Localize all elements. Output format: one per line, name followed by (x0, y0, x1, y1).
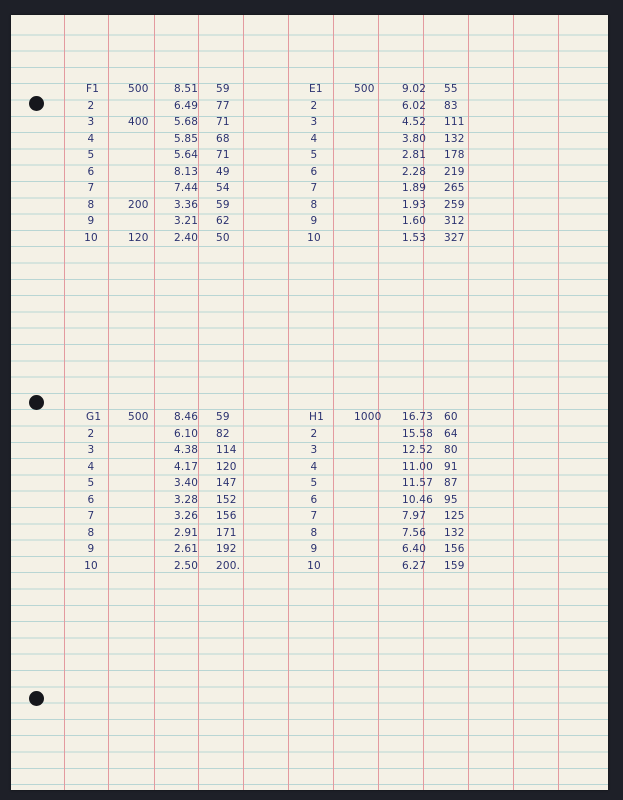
block-h-row-5-run: 5 (310, 477, 318, 489)
column-rule-9 (423, 15, 424, 790)
block-h-row-8-run: 8 (310, 526, 318, 539)
block-g-row-4-reading: 4.17 (174, 460, 199, 473)
block-h-row-5-result: 87 (444, 477, 458, 489)
block-h-row-1-reading: 16.73 (402, 411, 434, 423)
block-f-row-6-reading: 8.13 (174, 165, 199, 178)
block-g-row-3-run: 3 (87, 444, 95, 456)
column-rule-3 (154, 15, 155, 790)
block-f-row-9-result: 62 (216, 215, 230, 227)
block-f-row-6-result: 49 (216, 165, 230, 178)
block-f-row-2-reading: 6.49 (174, 99, 199, 112)
column-rule-5 (243, 15, 244, 790)
block-f-row-10-run: 10 (84, 231, 98, 244)
block-h-row-3-reading: 12.52 (402, 444, 434, 456)
block-g-row-1-result: 59 (216, 411, 230, 423)
block-e-row-6-result: 219 (444, 165, 465, 178)
block-f-row-1-reading: 8.51 (174, 83, 199, 95)
block-h-row-3-run: 3 (310, 444, 318, 456)
block-h-row-10-result: 159 (444, 559, 465, 572)
block-h-row-4-run: 4 (310, 460, 318, 473)
block-e-row-8-run: 8 (310, 198, 318, 211)
block-g-row-9-reading: 2.61 (174, 543, 199, 555)
block-g-row-2-reading: 6.10 (174, 427, 199, 440)
block-e-row-3-result: 111 (444, 116, 465, 128)
block-e-row-9-reading: 1.60 (402, 215, 427, 227)
block-g-row-2-run: 2 (87, 427, 95, 440)
column-rule-7 (333, 15, 334, 790)
block-e-row-8-reading: 1.93 (402, 198, 427, 211)
block-f-row-10-reading: 2.40 (174, 231, 199, 244)
block-f-row-7-run: 7 (87, 182, 95, 194)
block-f-row-3-run: 3 (87, 116, 95, 128)
column-rule-8 (378, 15, 379, 790)
block-e-row-10-reading: 1.53 (402, 231, 427, 244)
column-rule-10 (468, 15, 469, 790)
block-f-row-9-run: 9 (87, 215, 95, 227)
block-e-row-4-result: 132 (444, 132, 465, 145)
column-rule-2 (108, 15, 109, 790)
block-f-row-8-reading: 3.36 (174, 198, 199, 211)
block-g-row-4-run: 4 (87, 460, 95, 473)
block-f-row-3-result: 71 (216, 116, 230, 128)
block-h-row-2-result: 64 (444, 427, 458, 440)
block-f-row-4-run: 4 (87, 132, 95, 145)
block-e-row-9-result: 312 (444, 215, 465, 227)
block-h-row-8-reading: 7.56 (402, 526, 427, 539)
block-g-row-8-reading: 2.91 (174, 526, 199, 539)
block-f-row-1-result: 59 (216, 83, 230, 95)
block-f-row-10-result: 50 (216, 231, 230, 244)
block-e-row-1-result: 55 (444, 83, 458, 95)
block-f-row-1-run: F1 (86, 83, 100, 95)
block-h-row-5-reading: 11.57 (402, 477, 434, 489)
block-e-row-1-reading: 9.02 (402, 83, 427, 95)
block-h-row-8-result: 132 (444, 526, 465, 539)
block-e-row-10-result: 327 (444, 231, 465, 244)
column-rule-12 (558, 15, 559, 790)
block-g-row-10-result: 200. (216, 559, 241, 572)
block-e-row-2-run: 2 (310, 99, 318, 112)
block-g-row-3-result: 114 (216, 444, 237, 456)
block-g-row-3-reading: 4.38 (174, 444, 199, 456)
block-h-row-1-result: 60 (444, 411, 458, 423)
block-h-row-6-run: 6 (310, 493, 318, 506)
block-f-row-5-result: 71 (216, 149, 230, 161)
block-f-row-9-reading: 3.21 (174, 215, 199, 227)
block-e-row-7-result: 265 (444, 182, 465, 194)
block-h-row-6-reading: 10.46 (402, 493, 434, 506)
block-e-row-10-run: 10 (307, 231, 321, 244)
block-f-row-8-run: 8 (87, 198, 95, 211)
block-f-row-4-reading: 5.85 (174, 132, 199, 145)
block-e-row-3-run: 3 (310, 116, 318, 128)
block-g-row-10-reading: 2.50 (174, 559, 199, 572)
block-g-row-10-run: 10 (84, 559, 98, 572)
block-g-row-7-result: 156 (216, 510, 237, 522)
block-f-row-2-run: 2 (87, 99, 95, 112)
block-g-row-1-load: 500 (128, 411, 149, 423)
block-h-row-9-run: 9 (310, 543, 318, 555)
block-g-row-2-result: 82 (216, 427, 230, 440)
block-h-row-2-run: 2 (310, 427, 318, 440)
block-h-row-10-reading: 6.27 (402, 559, 427, 572)
block-g-row-5-reading: 3.40 (174, 477, 199, 489)
block-f-row-10-load: 120 (128, 231, 149, 244)
block-e-row-4-reading: 3.80 (402, 132, 427, 145)
block-f-row-3-load: 400 (128, 116, 149, 128)
column-rule-1 (64, 15, 65, 790)
column-rule-4 (198, 15, 199, 790)
binder-hole-top (29, 96, 44, 111)
block-f-row-1-load: 500 (128, 83, 149, 95)
block-g-row-6-reading: 3.28 (174, 493, 199, 506)
block-f-row-7-reading: 7.44 (174, 182, 199, 194)
block-e-row-2-result: 83 (444, 99, 458, 112)
block-f-row-4-result: 68 (216, 132, 230, 145)
block-h-row-3-result: 80 (444, 444, 458, 456)
block-e-row-5-reading: 2.81 (402, 149, 427, 161)
block-e-row-9-run: 9 (310, 215, 318, 227)
column-rule-6 (288, 15, 289, 790)
block-f-row-3-reading: 5.68 (174, 116, 199, 128)
ledger-sheet (11, 15, 608, 790)
block-g-row-5-run: 5 (87, 477, 95, 489)
block-g-row-8-run: 8 (87, 526, 95, 539)
block-f-row-5-reading: 5.64 (174, 149, 199, 161)
block-e-row-5-result: 178 (444, 149, 465, 161)
block-g-row-7-reading: 3.26 (174, 510, 199, 522)
block-e-row-1-run: E1 (309, 83, 323, 95)
block-h-row-7-run: 7 (310, 510, 318, 522)
block-h-row-4-result: 91 (444, 460, 458, 473)
block-g-row-6-run: 6 (87, 493, 95, 506)
binder-hole-bottom (29, 691, 44, 706)
block-f-row-8-load: 200 (128, 198, 149, 211)
block-h-row-1-load: 1000 (354, 411, 382, 423)
block-f-row-6-run: 6 (87, 165, 95, 178)
block-e-row-8-result: 259 (444, 198, 465, 211)
block-h-row-9-result: 156 (444, 543, 465, 555)
block-f-row-2-result: 77 (216, 99, 230, 112)
block-h-row-7-reading: 7.97 (402, 510, 427, 522)
block-f-row-7-result: 54 (216, 182, 230, 194)
block-e-row-1-load: 500 (354, 83, 375, 95)
block-g-row-1-run: G1 (86, 411, 102, 423)
block-g-row-5-result: 147 (216, 477, 237, 489)
block-g-row-4-result: 120 (216, 460, 237, 473)
block-g-row-6-result: 152 (216, 493, 237, 506)
block-h-row-9-reading: 6.40 (402, 543, 427, 555)
block-g-row-8-result: 171 (216, 526, 237, 539)
block-h-row-2-reading: 15.58 (402, 427, 434, 440)
column-rule-11 (513, 15, 514, 790)
block-e-row-3-reading: 4.52 (402, 116, 427, 128)
block-e-row-7-reading: 1.89 (402, 182, 427, 194)
block-f-row-8-result: 59 (216, 198, 230, 211)
block-h-row-4-reading: 11.00 (402, 460, 434, 473)
block-h-row-10-run: 10 (307, 559, 321, 572)
block-g-row-1-reading: 8.46 (174, 411, 199, 423)
block-g-row-9-run: 9 (87, 543, 95, 555)
block-e-row-5-run: 5 (310, 149, 318, 161)
block-f-row-5-run: 5 (87, 149, 95, 161)
block-g-row-9-result: 192 (216, 543, 237, 555)
block-e-row-4-run: 4 (310, 132, 318, 145)
block-h-row-1-run: H1 (309, 411, 324, 423)
block-e-row-2-reading: 6.02 (402, 99, 427, 112)
block-e-row-7-run: 7 (310, 182, 318, 194)
block-h-row-7-result: 125 (444, 510, 465, 522)
block-h-row-6-result: 95 (444, 493, 458, 506)
block-g-row-7-run: 7 (87, 510, 95, 522)
binder-hole-middle (29, 395, 44, 410)
block-e-row-6-reading: 2.28 (402, 165, 427, 178)
block-e-row-6-run: 6 (310, 165, 318, 178)
